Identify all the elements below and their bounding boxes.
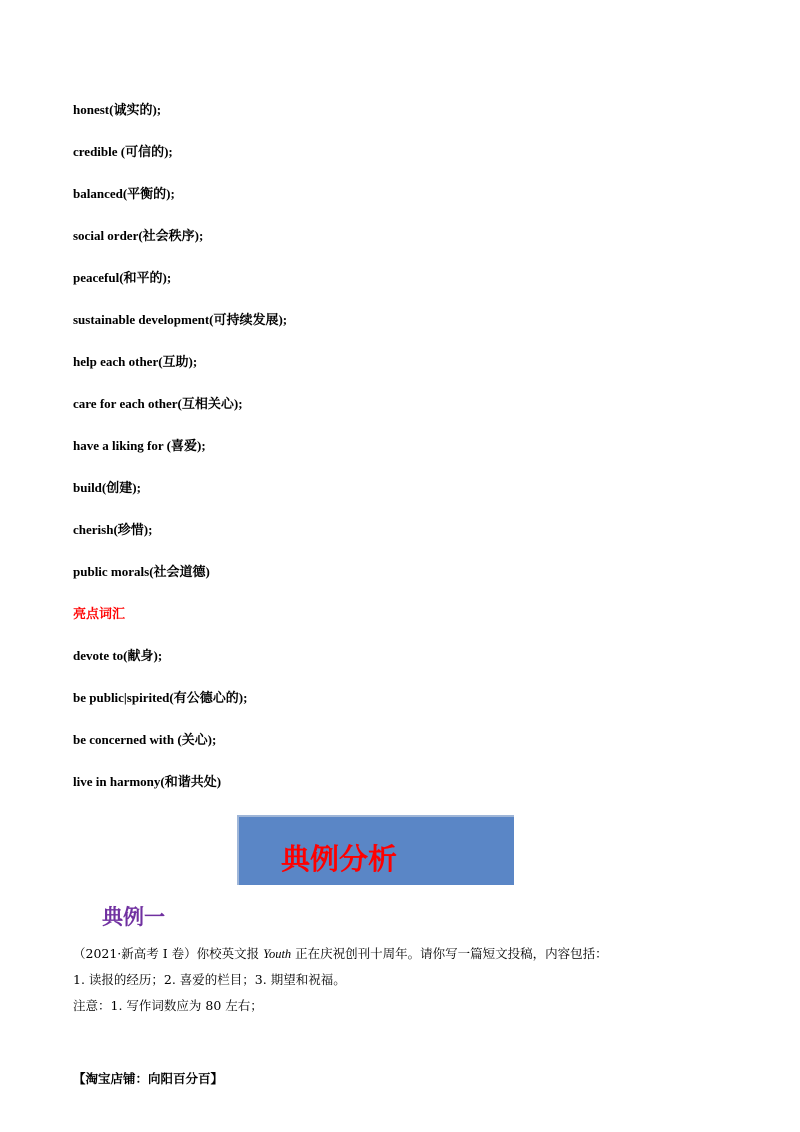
vocab-item: build(创建);: [73, 480, 141, 495]
vocab-item: care for each other(互相关心);: [73, 396, 243, 411]
vocab-item: be public|spirited(有公德心的);: [73, 690, 248, 705]
vocab-item: honest(诚实的);: [73, 102, 162, 117]
vocab-item: devote to(献身);: [73, 648, 163, 663]
intro-text-end: 正在庆祝创刊十周年。请你写一篇短文投稿，内容包括：: [291, 946, 608, 961]
vocab-item: live in harmony(和谐共处): [73, 774, 222, 789]
intro-text-start: （2021·新高考 I 卷）你校英文报: [73, 946, 264, 961]
vocab-item: public morals(社会道德): [73, 564, 210, 579]
vocab-item: be concerned with (关心);: [73, 732, 217, 747]
vocab-item: help each other(互助);: [73, 354, 198, 369]
highlight-vocabulary-heading: 亮点词汇: [73, 607, 126, 622]
vocab-item: credible (可信的);: [73, 144, 173, 159]
newspaper-name: Youth: [263, 947, 292, 961]
banner-title: 典例分析: [281, 842, 398, 876]
vocab-item: sustainable development(可持续发展);: [73, 312, 288, 327]
example-heading: 典例一: [102, 905, 165, 929]
vocab-item: balanced(平衡的);: [73, 186, 175, 201]
example-points: 1. 读报的经历；2. 喜爱的栏目；3. 期望和祝福。: [73, 972, 346, 987]
footer-shop-label: 【淘宝店铺：向阳百分百】: [73, 1071, 224, 1086]
section-banner: [237, 815, 514, 885]
vocab-item: cherish(珍惜);: [73, 522, 153, 537]
vocab-item: social order(社会秩序);: [73, 228, 204, 243]
example-note: 注意：1. 写作词数应为 80 左右；: [73, 998, 263, 1013]
vocab-item: have a liking for (喜爱);: [73, 438, 206, 453]
example-intro: [73, 948, 608, 961]
vocab-item: peaceful(和平的);: [73, 270, 172, 285]
